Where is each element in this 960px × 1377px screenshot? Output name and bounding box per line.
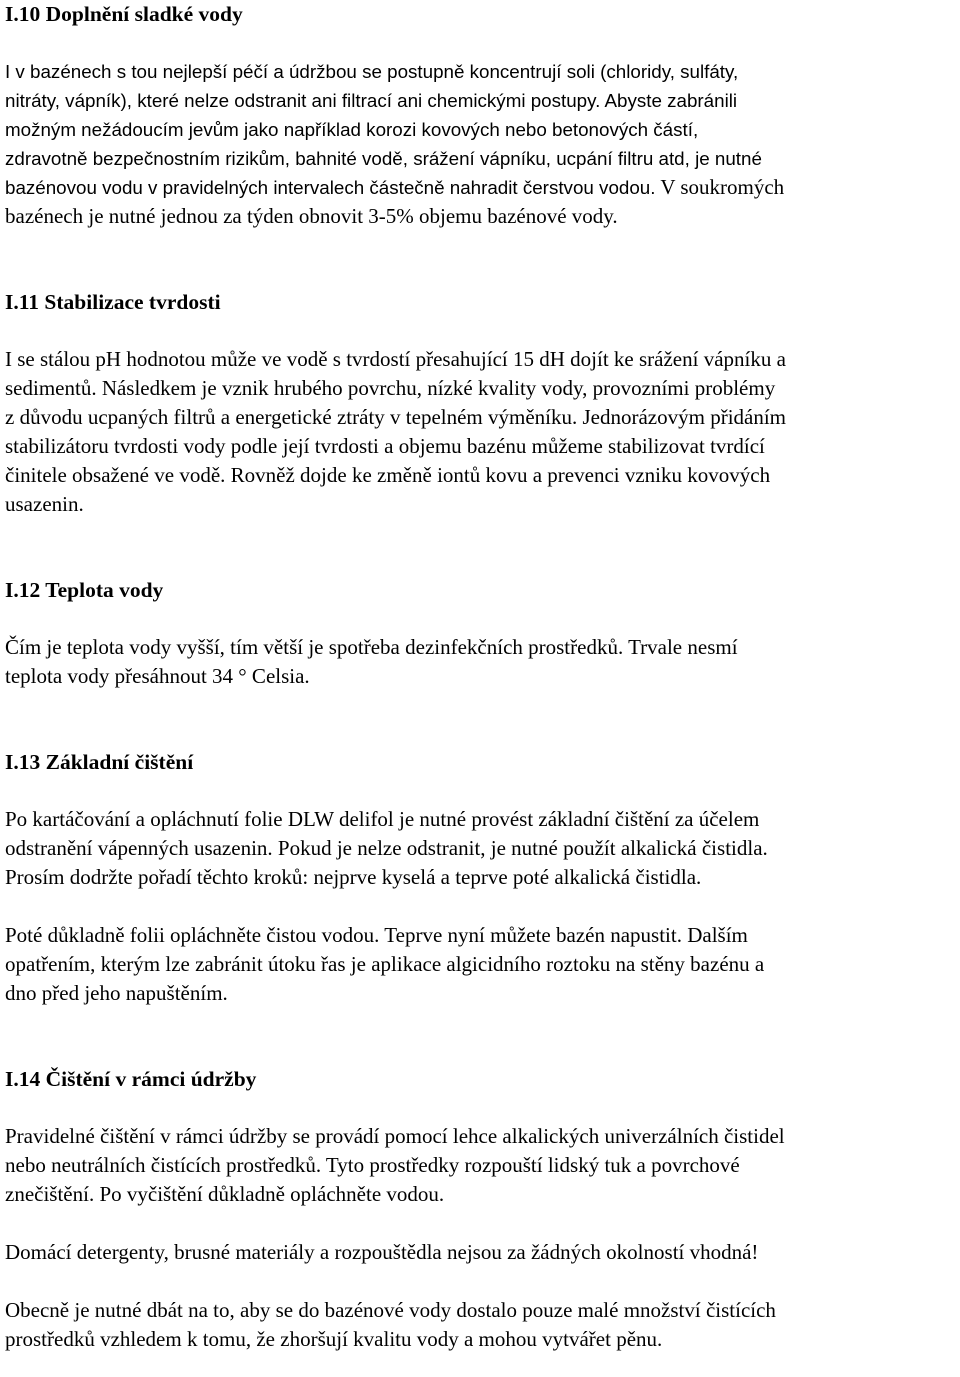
paragraph	[5, 921, 957, 1008]
text-run: Domácí detergenty, brusné materiály a rozpouštědla nejsou za žádných okolností vhodná!	[5, 1240, 759, 1264]
paragraph	[5, 633, 957, 691]
paragraph	[5, 1296, 957, 1354]
paragraph	[5, 805, 957, 892]
text-run: I v bazénech s tou nejlepší péčí a údržbou se postupně koncentrují soli (chloridy, sulfáty, nitráty, vápník), které nelze odstranit ani filtrací ani chemickými postupy. Abyste zabránili možným nežádoucím jevům jako například korozi kovových nebo betonových částí, zdravotně bezpečnostním rizikům, bahnité vodě, srážení vápníku, ucpání filtru atd, je nutné bazénovou vodu v pravidelných intervalech částečně nahradit čerstvou vodou.	[5, 61, 762, 198]
text-run: Poté důkladně folii opláchněte čistou vodou. Teprve nyní můžete bazén napustit. Dalším opatřením, kterým lze zabránit útoku řas je aplikace algicidního roztoku na stěny bazénu a dno před jeho napuštěním.	[5, 923, 765, 1005]
text-run: V soukromých bazénech je nutné jednou za týden obnovit 3-5% objemu bazénové vody.	[5, 175, 785, 228]
section-heading: I.11 Stabilizace tvrdosti	[5, 290, 221, 314]
text-run: Obecně je nutné dbát na to, aby se do bazénové vody dostalo pouze malé množství čistících prostředků vzhledem k tomu, že zhoršují kvalitu vody a mohou vytvářet pěnu.	[5, 1298, 776, 1351]
paragraph	[5, 345, 957, 519]
section-heading: I.10 Doplnění sladké vody	[5, 2, 243, 26]
section-doplneni-sladke-vody	[5, 0, 957, 231]
text-run: Pravidelné čištění v rámci údržby se provádí pomocí lehce alkalických univerzálních čistidel nebo neutrálních čistících prostředků. Tyto prostředky rozpouští lidský tuk a povrchové znečištění. Po vyčištění důkladně opláchněte vodou.	[5, 1124, 785, 1206]
section-cisteni-v-ramci-udrzby	[5, 1065, 957, 1354]
paragraph	[5, 57, 957, 231]
section-heading: I.13 Základní čištění	[5, 750, 194, 774]
section-heading: I.12 Teplota vody	[5, 578, 164, 602]
text-run: Čím je teplota vody vyšší, tím větší je spotřeba dezinfekčních prostředků. Trvale nesmí teplota vody přesáhnout 34 ° Celsia.	[5, 635, 738, 688]
document-page	[5, 0, 957, 1354]
paragraph	[5, 1122, 957, 1209]
section-zakladni-cisteni	[5, 748, 957, 1008]
section-teplota-vody	[5, 576, 957, 691]
text-run: I se stálou pH hodnotou může ve vodě s tvrdostí přesahující 15 dH dojít ke srážení vápníku a sedimentů. Následkem je vznik hrubého povrchu, nízké kvality vody, provozními problémy z důvodu ucpaných filtrů a energetické ztráty v tepelném výměníku. Jednorázovým přidáním stabilizátoru tvrdosti vody podle její tvrdosti a objemu bazénu můžeme stabilizovat tvrdící činitele obsažené ve vodě. Rovněž dojde ke změně iontů kovu a prevenci vzniku kovových usazenin.	[5, 347, 787, 516]
section-heading: I.14 Čištění v rámci údržby	[5, 1067, 257, 1091]
text-run: Po kartáčování a opláchnutí folie DLW delifol je nutné provést základní čištění za účelem odstranění vápenných usazenin. Pokud je nelze odstranit, je nutné použít alkalická čistidla. Prosím dodržte pořadí těchto kroků: nejprve kyselá a teprve poté alkalická čistidla.	[5, 807, 768, 889]
section-stabilizace-tvrdosti	[5, 288, 957, 519]
paragraph	[5, 1238, 957, 1267]
